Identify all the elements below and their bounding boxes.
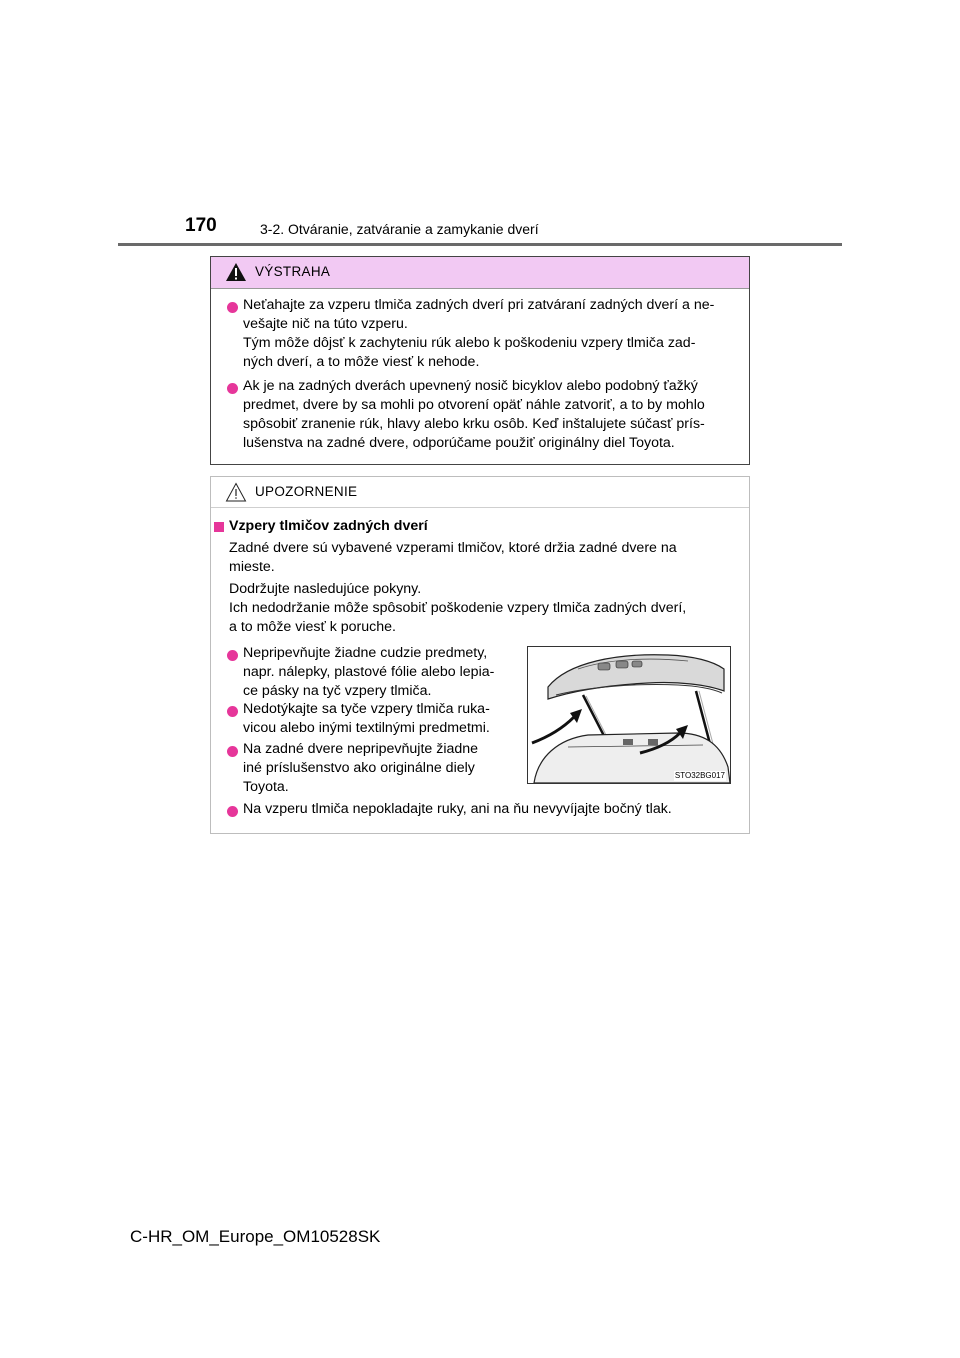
caution-subtitle: Vzpery tlmičov zadných dverí: [229, 518, 428, 534]
caution-follow-line-2: Ich nedodržanie môže spôsobiť poškodenie vzpery tlmiča zadných dverí,: [229, 600, 687, 616]
warning-item-2-line-3: spôsobiť zranenie rúk, hlavy alebo krku osôb. Keď inštalujete súčasť prís-: [243, 416, 705, 432]
caution-item-4-line-1: Na vzperu tlmiča nepokladajte ruky, ani na ňu nevyvíjajte bočný tlak.: [243, 801, 672, 817]
figure-code: STO32BG017: [674, 771, 725, 780]
caution-bullet-3: [227, 746, 238, 757]
warning-item-1-line-1: Neťahajte za vzperu tlmiča zadných dverí pri zatváraní zadných dverí a ne-: [243, 297, 715, 313]
caution-intro-line-2: mieste.: [229, 559, 275, 575]
caution-bullet-1: [227, 650, 238, 661]
warning-bullet-2: [227, 383, 238, 394]
caution-follow-line-1: Dodržujte nasledujúce pokyny.: [229, 581, 422, 597]
caution-item-3-line-1: Na zadné dvere nepripevňujte žiadne: [243, 741, 479, 757]
caution-label: UPOZORNENIE: [255, 484, 358, 499]
caution-item-2-line-1: Nedotýkajte sa tyče vzpery tlmiča ruka-: [243, 701, 490, 717]
caution-item-1-line-3: ce pásky na tyč vzpery tlmiča.: [243, 683, 432, 699]
caution-intro-line-1: Zadné dvere sú vybavené vzperami tlmičov, ktoré držia zadné dvere na: [229, 540, 677, 556]
caution-subtitle-bullet: [214, 522, 224, 532]
caution-bullet-2: [227, 706, 238, 717]
warning-item-1-line-2: vešajte nič na túto vzperu.: [243, 316, 408, 332]
warning-item-1-line-4: ných dverí, a to môže viesť k nehode.: [243, 354, 480, 370]
caution-item-2-line-2: vicou alebo inými textilnými predmetmi.: [243, 720, 490, 736]
header-divider: [118, 243, 842, 246]
warning-header: [211, 257, 749, 289]
caution-bullet-4: [227, 806, 238, 817]
warning-bullet-1: [227, 302, 238, 313]
footer-code: C-HR_OM_Europe_OM10528SK: [130, 1227, 381, 1246]
caution-header: [211, 477, 749, 508]
caution-item-1-line-1: Nepripevňujte žiadne cudzie predmety,: [243, 645, 488, 661]
warning-label: VÝSTRAHA: [255, 264, 331, 279]
section-title: 3-2. Otváranie, zatváranie a zamykanie dverí: [260, 221, 539, 237]
warning-item-2-line-1: Ak je na zadných dverách upevnený nosič bicyklov alebo podobný ťažký: [243, 378, 698, 394]
warning-triangle-icon: [225, 262, 247, 282]
back-door-drawing: [528, 647, 730, 783]
damper-stay-illustration: [527, 646, 731, 784]
caution-item-1-line-2: napr. nálepky, plastové fólie alebo lepia-: [243, 664, 495, 680]
page-number: 170: [185, 215, 217, 236]
warning-item-2-line-2: predmet, dvere by sa mohli po otvorení opäť náhle zatvoriť, a to by mohlo: [243, 397, 705, 413]
warning-item-2-line-4: lušenstva na zadné dvere, odporúčame použiť originálny diel Toyota.: [243, 435, 675, 451]
caution-follow-line-3: a to môže viesť k poruche.: [229, 619, 396, 635]
caution-item-3-line-2: iné príslušenstvo ako originálne diely: [243, 760, 475, 776]
caution-item-3-line-3: Toyota.: [243, 779, 289, 795]
warning-item-1-line-3: Tým môže dôjsť k zachyteniu rúk alebo k poškodeniu vzpery tlmiča zad-: [243, 335, 696, 351]
caution-triangle-icon: [225, 482, 247, 502]
